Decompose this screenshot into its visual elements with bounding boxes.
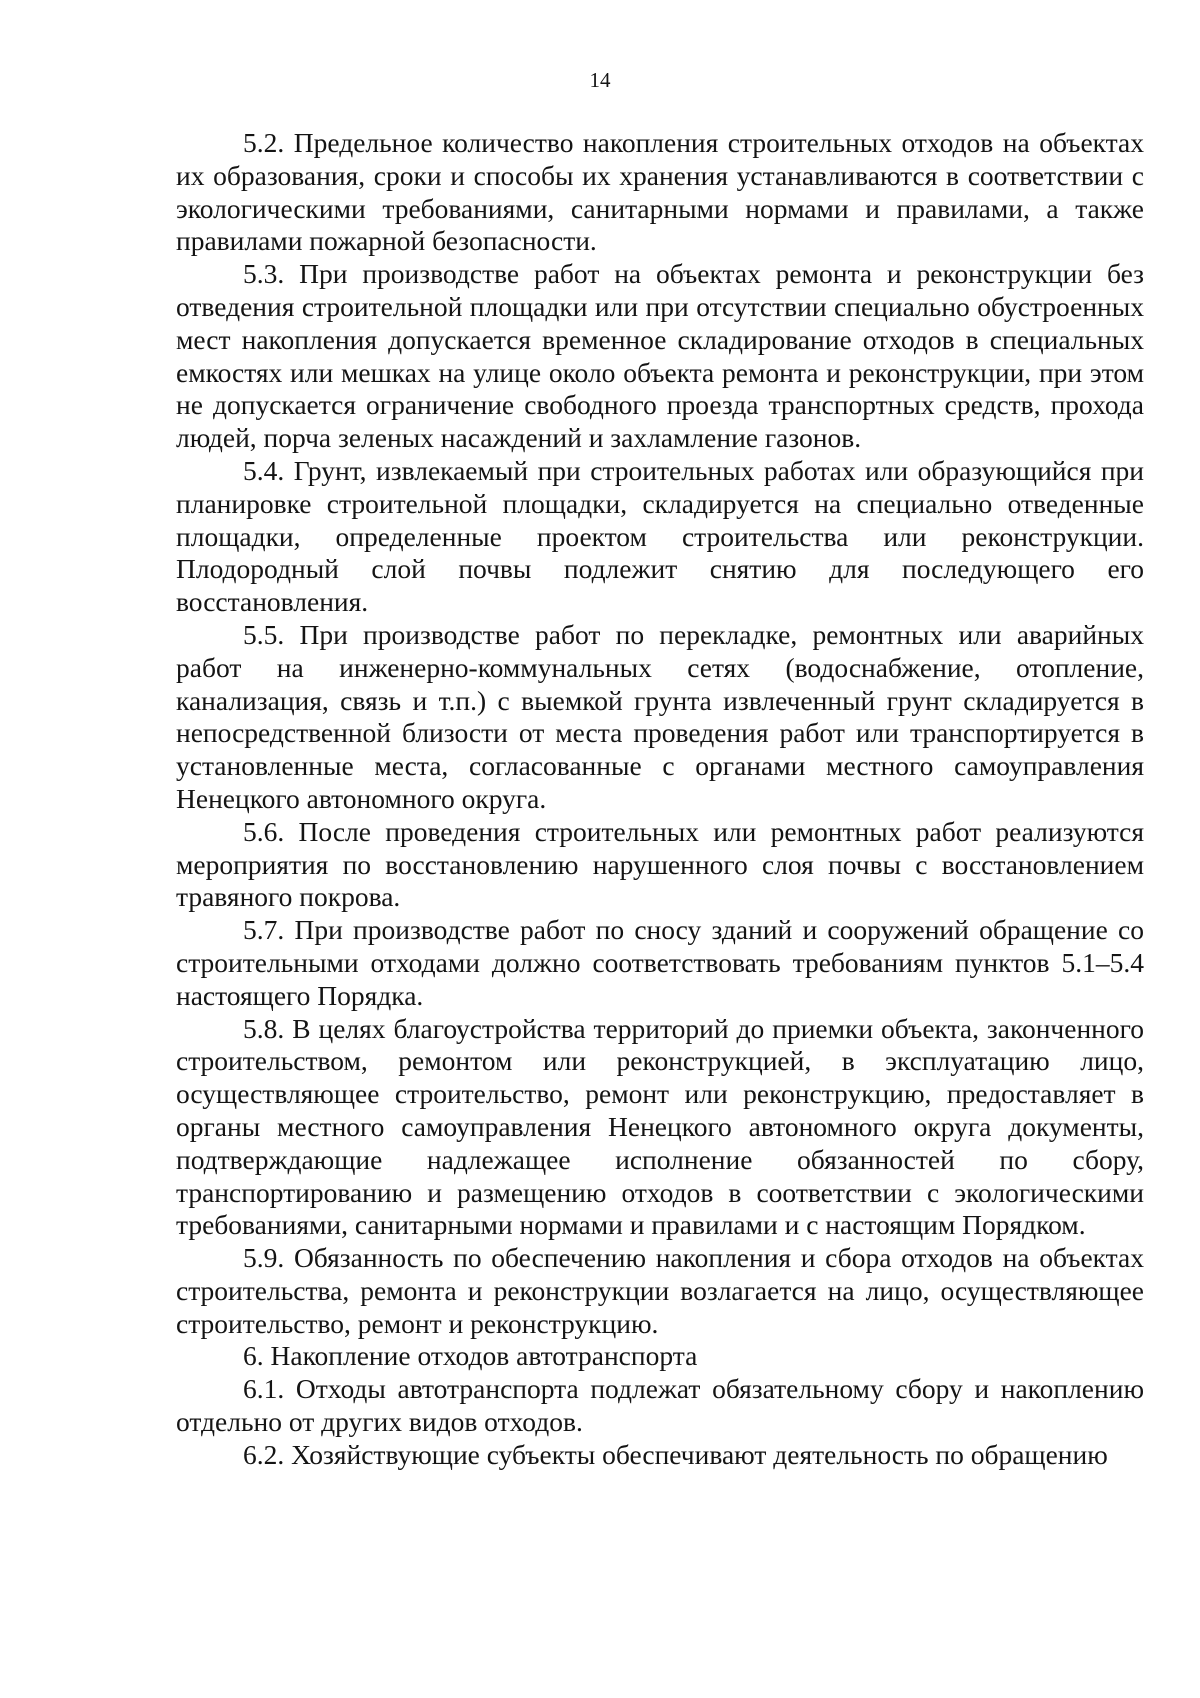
paragraph-6-1: 6.1. Отходы автотранспорта подлежат обязательному сбору и накоплению отдельно от других видов отходов. (176, 1373, 1144, 1438)
paragraph-5-9: 5.9. Обязанность по обеспечению накопления и сбора отходов на объектах строительства, ремонта и реконструкции возлагается на лицо, осуществляющее строительство, ремонт и реконструкцию. (176, 1242, 1144, 1339)
page-number: 14 (589, 68, 611, 92)
paragraph-6-2: 6.2. Хозяйствующие субъекты обеспечивают деятельность по обращению (243, 1438, 1108, 1470)
paragraph-5-7: 5.7. При производстве работ по сносу зданий и сооружений обращение со строительными отходами должно соответствовать требованиям пунктов 5.1–5.4 настоящего Порядка. (176, 914, 1144, 1011)
paragraph-5-4: 5.4. Грунт, извлекаемый при строительных работах или образующийся при планировке строительной площадки, складируется на специально отведенные площадки, определенные проектом строительства или реконструкции. Плодородный слой почвы подлежит снятию для последующего его восстановления. (176, 454, 1144, 618)
paragraph-5-2: 5.2. Предельное количество накопления строительных отходов на объектах их образования, сроки и способы их хранения устанавливаются в соответствии с экологическими требованиями, санитарными нормами и правилами, а также правилами пожарной безопасности. (176, 127, 1144, 257)
paragraph-5-5: 5.5. При производстве работ по перекладке, ремонтных или аварийных работ на инженерно-коммунальных сетях (водоснабжение, отопление, канализация, связь и т.п.) с выемкой грунта извлеченный грунт складируется в непосредственной близости от места проведения работ или транспортируется в установленные места, согласованные с органами местного самоуправления Ненецкого автономного округа. (176, 618, 1144, 814)
document-body (176, 127, 1144, 1472)
paragraph-5-6: 5.6. После проведения строительных или ремонтных работ реализуются мероприятия по восстановлению нарушенного слоя почвы с восстановлением травяного покрова. (176, 815, 1144, 913)
section-heading: 6. Накопление отходов автотранспорта (243, 1340, 698, 1372)
paragraph-5-3: 5.3. При производстве работ на объектах ремонта и реконструкции без отведения строительной площадки или при отсутствии специально обустроенных мест накопления допускается временное складирование отходов в специальных емкостях или мешках на улице около объекта ремонта и реконструкции, при этом не допускается ограничение свободного проезда транспортных средств, прохода людей, порча зеленых насаждений и захламление газонов. (176, 258, 1144, 454)
paragraph-5-8: 5.8. В целях благоустройства территорий до приемки объекта, законченного строительством, ремонтом или реконструкцией, в эксплуатацию лицо, осуществляющее строительство, ремонт или реконструкцию, предоставляет в органы местного самоуправления Ненецкого автономного округа документы, подтверждающие надлежащее исполнение обязанностей по сбору, транспортированию и размещению отходов в соответствии с экологическими требованиями, санитарными нормами и правилами и с настоящим Порядком. (176, 1012, 1144, 1241)
